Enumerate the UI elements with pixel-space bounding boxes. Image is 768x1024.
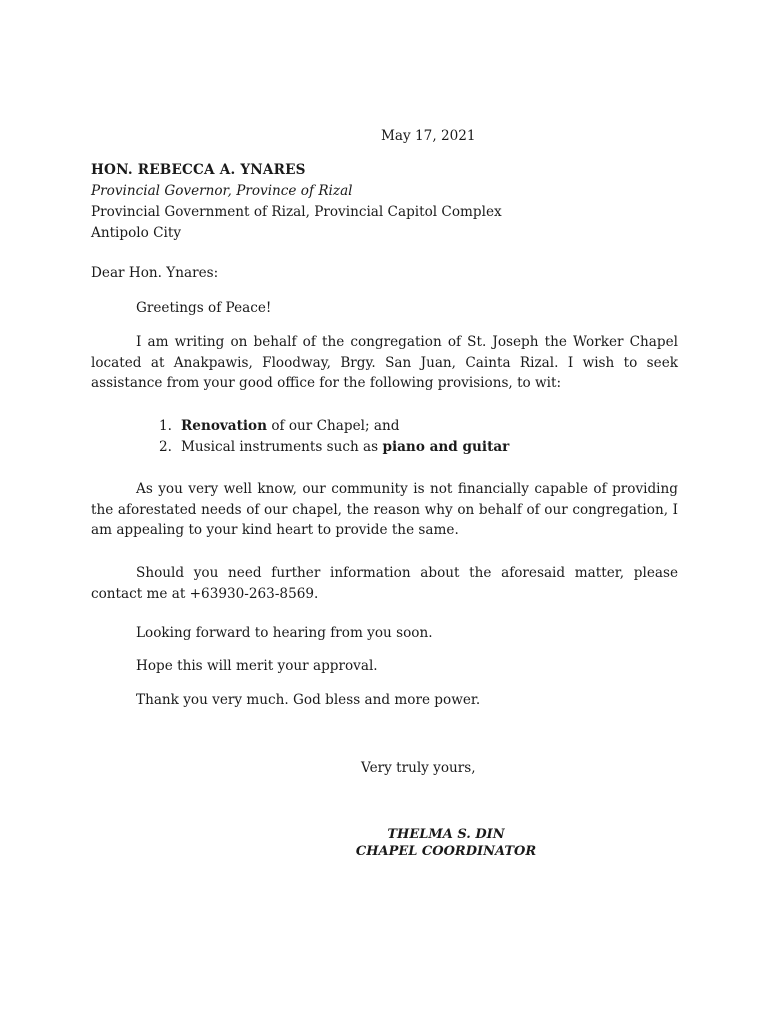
list-number: 1. [159, 418, 172, 434]
list-item-text: Musical instruments such as [181, 439, 383, 455]
greeting: Greetings of Peace! [136, 300, 272, 316]
list-item [159, 437, 509, 458]
request-list [159, 416, 509, 458]
recipient-address-line1: Provincial Government of Rizal, Provincial Capitol Complex [91, 204, 502, 220]
signatory-position: CHAPEL COORDINATOR [355, 844, 537, 859]
list-item-bold: piano and guitar [382, 439, 510, 455]
list-number: 2. [159, 439, 172, 455]
list-item-bold: Renovation [181, 418, 267, 434]
closing-line-3: Thank you very much. God bless and more power. [136, 692, 481, 708]
paragraph-contact: Should you need further information about the aforesaid matter, please contact me at +63930-263-8569. [91, 565, 678, 602]
signature-block [351, 826, 541, 860]
salutation: Dear Hon. Ynares: [91, 265, 219, 281]
letter-date: May 17, 2021 [381, 128, 476, 144]
letter-body [91, 0, 678, 1024]
paragraph-intro: I am writing on behalf of the congregation of St. Joseph the Worker Chapel located at Anakpawis, Floodway, Brgy. San Juan, Cainta Rizal. I wish to seek assistance from your good office for the following provisions, to wit: [91, 334, 678, 391]
paragraph-need: As you very well know, our community is not financially capable of providing the aforestated needs of our chapel, the reason why on behalf of our congregation, I am appealing to your kind heart to provide the same. [91, 481, 678, 538]
complimentary-close: Very truly yours, [361, 760, 476, 776]
signatory-name: THELMA S. DIN [387, 827, 505, 842]
closing-line-2: Hope this will merit your approval. [136, 658, 378, 674]
list-item [159, 416, 509, 437]
recipient-address-line2: Antipolo City [91, 225, 182, 241]
closing-line-1: Looking forward to hearing from you soon. [136, 625, 433, 641]
list-item-text: of our Chapel; and [267, 418, 400, 434]
recipient-title: Provincial Governor, Province of Rizal [91, 183, 353, 199]
recipient-name: HON. REBECCA A. YNARES [91, 162, 306, 178]
